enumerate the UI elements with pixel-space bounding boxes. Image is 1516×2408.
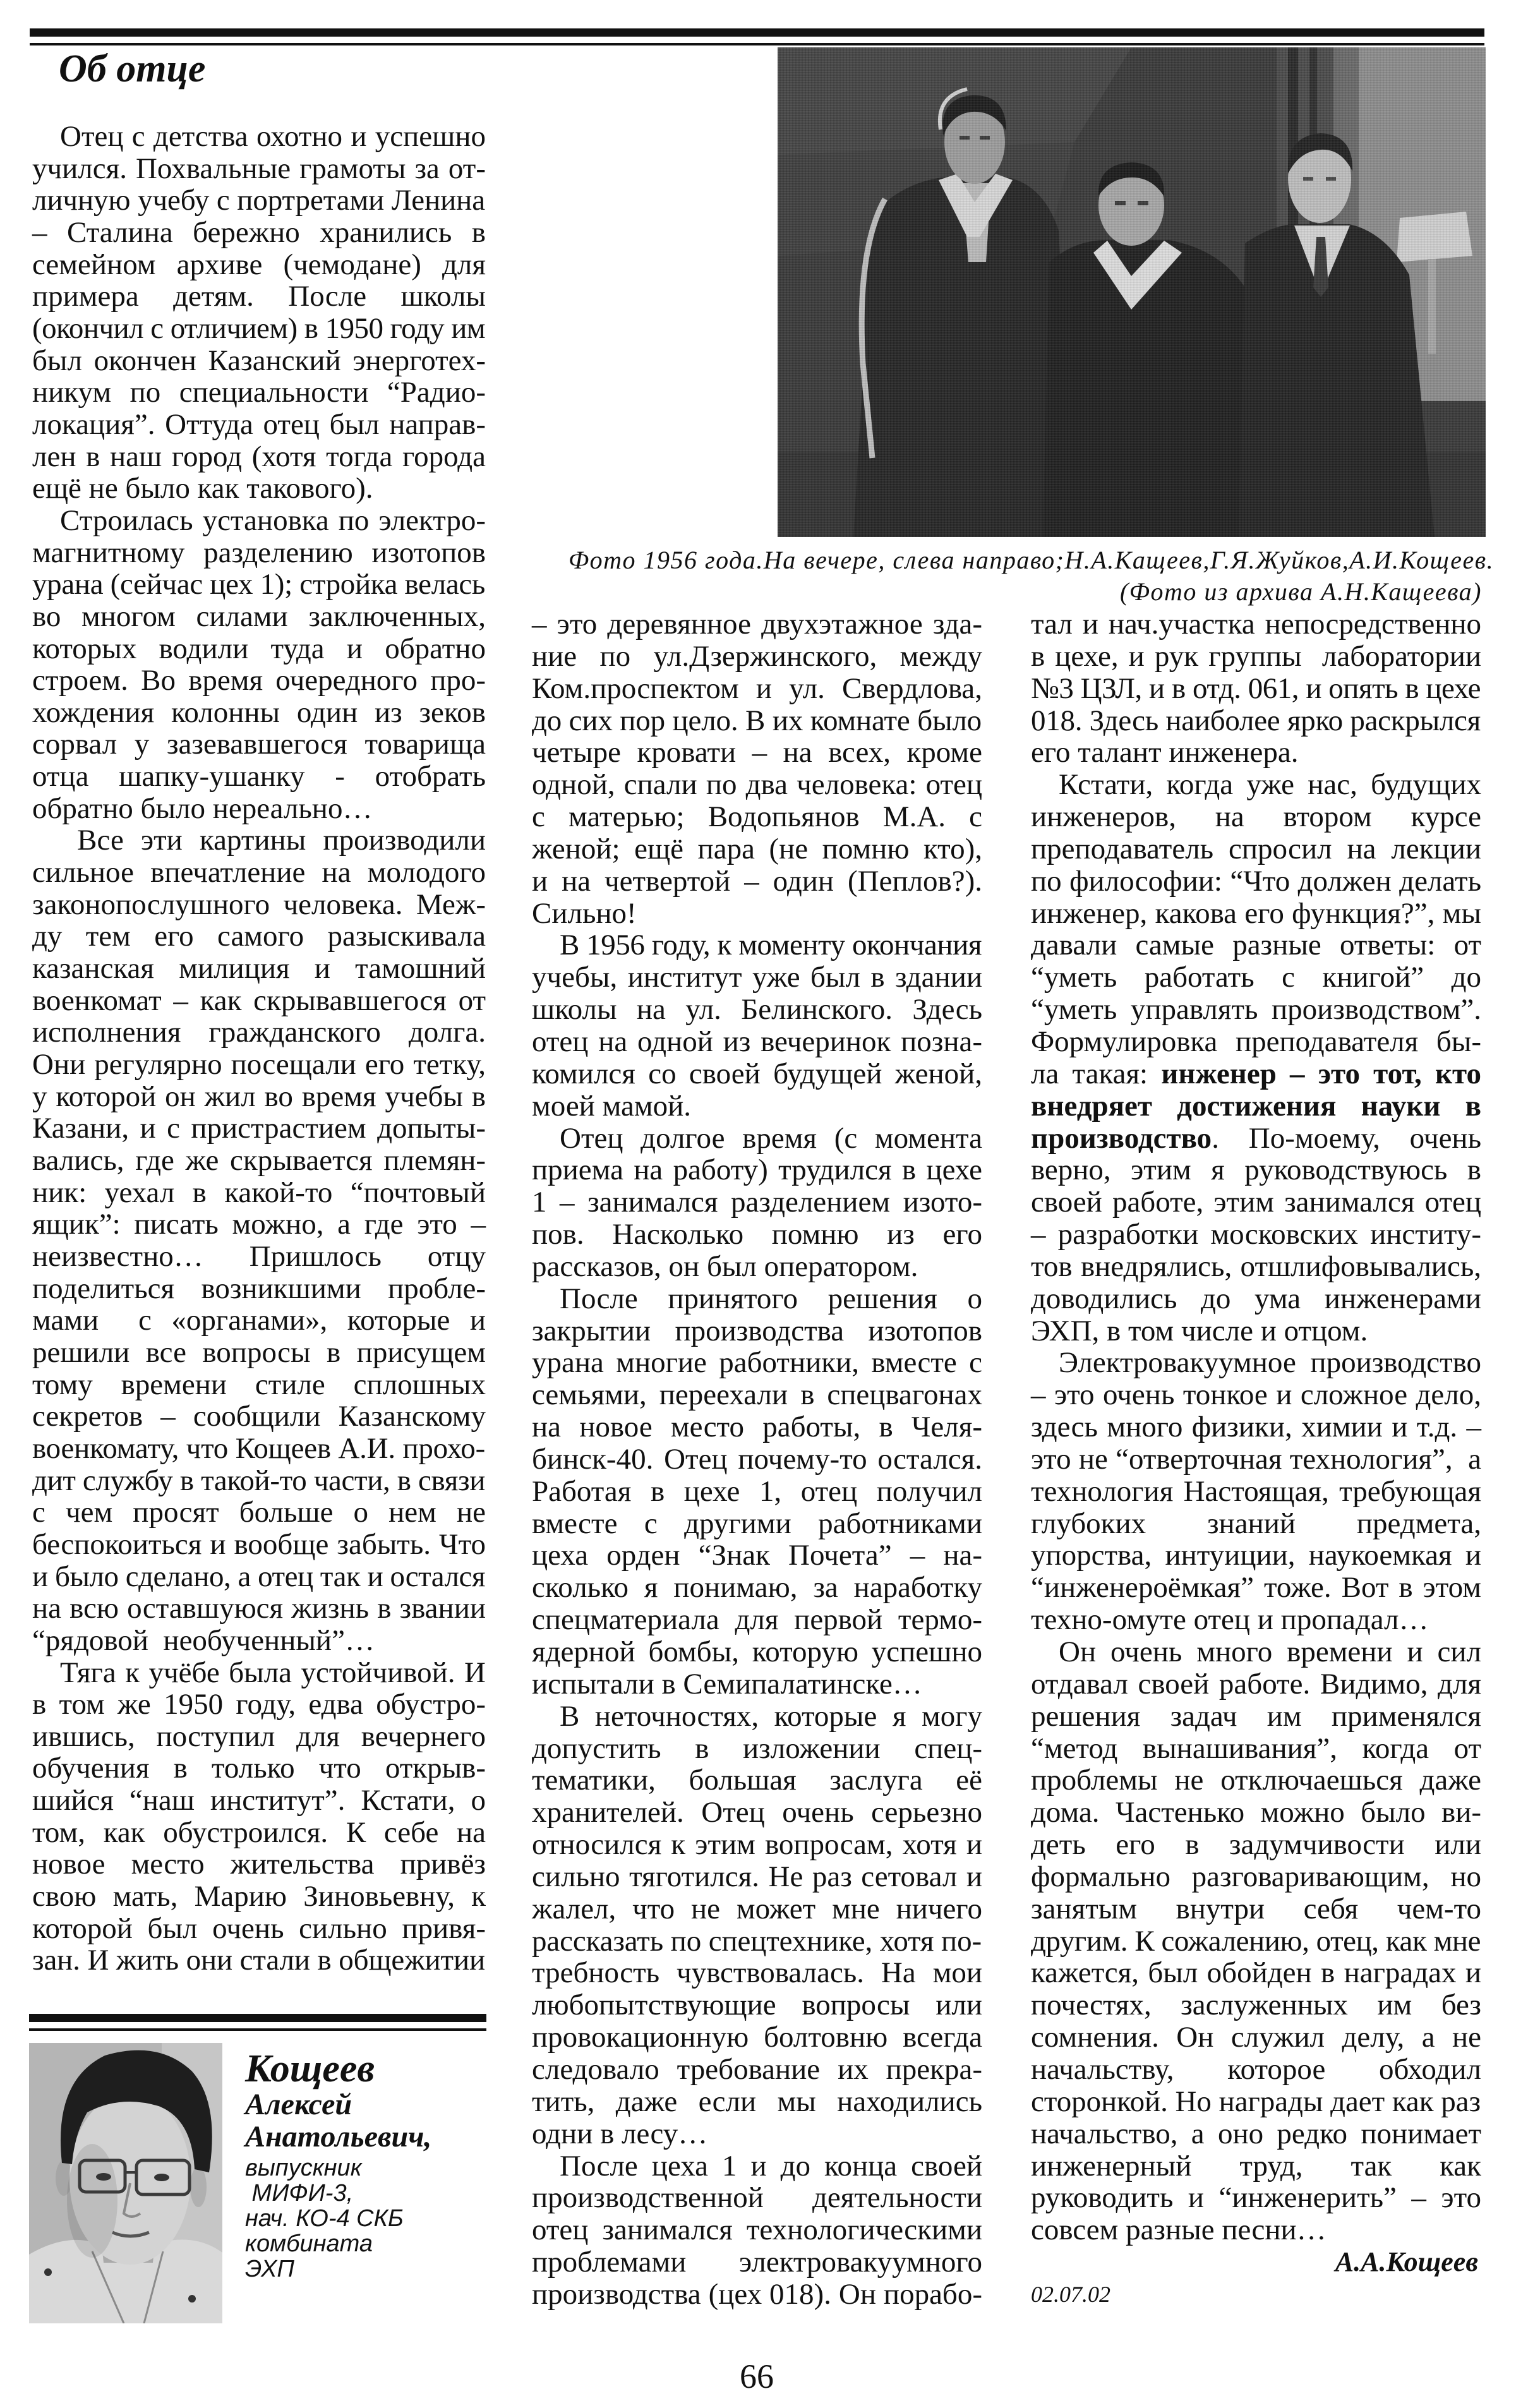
shirt-button <box>44 2268 52 2276</box>
article-column-1 <box>32 121 486 1977</box>
author-detail-line: комбината <box>245 2230 373 2257</box>
text-line: в цехе, и рук группы лаборатории <box>1031 639 1481 673</box>
text-line: После цеха 1 и до конца своей <box>560 2149 982 2182</box>
text-line: том, как обустроился. К себе на <box>32 1815 486 1849</box>
group-photo-image <box>778 47 1486 537</box>
text-line: с чем просят больше о нем не <box>32 1496 486 1529</box>
text-line: с матерью; Водопьянов М.А. с <box>532 800 982 834</box>
text-line: сорвал у зазевавшегося товарища <box>32 728 486 761</box>
author-box-rule-thick <box>29 2014 486 2022</box>
emphasized-text: внедряет достижения науки в <box>1031 1089 1481 1123</box>
text-line: и на четвертой – один (Пеплов?). <box>532 864 982 898</box>
text-line: деть его в задумчивости или <box>1031 1828 1481 1862</box>
text-line: ядерной бомбы, которую успешно <box>532 1635 982 1668</box>
paragraph <box>532 1701 983 2150</box>
author-detail-line: ЭХП <box>245 2256 294 2282</box>
text-line: “уметь работать с книгой” до <box>1031 961 1481 994</box>
text-line: Отец с детства охотно и успешно <box>60 120 486 153</box>
text-line: новое место жительства привёз <box>32 1848 486 1881</box>
text-line: верно, этим я руководствуюсь в <box>1031 1153 1481 1187</box>
eye <box>1138 201 1148 205</box>
text-line: во многом силами заключенных, <box>32 599 486 633</box>
text-line: учился. Похвальные грамоты за от- <box>32 152 486 185</box>
paragraph <box>532 2150 983 2311</box>
text-line: никум по специальности “Радио- <box>32 376 486 409</box>
text-line: совсем разные песни… <box>1031 2213 1326 2247</box>
text-line: формально разговаривающим, но <box>1031 1860 1481 1893</box>
text-line: глубоких знаний предмета, <box>1031 1507 1481 1540</box>
text-line: любопытствующие вопросы или <box>532 1989 982 2022</box>
top-rule-thick <box>30 28 1484 37</box>
paragraph <box>1031 769 1482 1347</box>
text-line: тал и нач.участка непосредственно <box>1031 608 1481 641</box>
text-line: Ком.проспектом и ул. Свердлова, <box>532 671 982 705</box>
eye <box>1115 201 1126 205</box>
text-line: “метод вынашивания”, когда от <box>1031 1731 1481 1765</box>
text-line: вместе с другими работниками <box>532 1507 982 1540</box>
text-line: доводились до ума инженерами <box>1031 1282 1481 1315</box>
text-line: обратно было нереально… <box>32 792 373 825</box>
text-line: Отец долгое время (с момента <box>560 1121 982 1155</box>
text-line: производственной деятельности <box>532 2181 982 2215</box>
text-line: это не “отверточная технология”, а <box>1031 1442 1481 1476</box>
text-line: Сильно! <box>532 896 637 930</box>
emphasized-text: инженер – это тот, кто <box>1161 1057 1482 1090</box>
text-line: свою мать, Марию Зиновьевну, к <box>32 1880 486 1913</box>
top-rule-thin <box>30 43 1484 45</box>
text-line: обучения в только что открыв- <box>32 1752 486 1785</box>
paragraph <box>532 929 983 1122</box>
ear <box>190 2167 207 2207</box>
text-line: рассказать по спецтехнике, хотя по- <box>532 1924 982 1958</box>
text-line: решения задач им применялся <box>1031 1699 1481 1733</box>
text-line: – Сталина бережно хранились в <box>32 215 486 249</box>
text-line: одни в лесу… <box>532 2117 708 2150</box>
text-line: руководить и “инженерить” – это <box>1031 2181 1481 2215</box>
text-line: отец на одной из вечеринок позна- <box>532 1025 982 1058</box>
text-line: лен в наш город (хотя тогда города <box>32 440 486 473</box>
text-line: урана многие работники, вместе с <box>532 1346 982 1380</box>
author-details <box>245 2155 404 2282</box>
text-line: начальству, которое обходил <box>1031 2052 1481 2086</box>
paragraph <box>32 505 486 825</box>
text-line: преподаватель спросил на лекции <box>1031 832 1481 865</box>
text-line: здесь много физики, химии и т.д. – <box>1031 1411 1481 1444</box>
text-line: цеха орден “Знак Почета” – на- <box>532 1539 982 1572</box>
text-line: ящик”: писать можно, а где это – <box>32 1208 486 1241</box>
text-line: – разработки московских институ- <box>1031 1218 1481 1251</box>
text-line: испытали в Семипалатинске… <box>532 1667 922 1701</box>
column-body <box>32 121 486 1977</box>
text-line: относился к этим вопросам, хотя и <box>532 1828 982 1862</box>
text-line: учебы, институт уже был в здании <box>532 961 982 994</box>
text-line: рассказов, он был оператором. <box>532 1249 918 1283</box>
text-line: ЭХП, в том числе и отцом. <box>1031 1314 1368 1347</box>
author-detail-line: МИФИ-3, <box>245 2180 354 2206</box>
text-line: женой; ещё пара (не помню кто), <box>532 832 982 865</box>
text-line: шийся “наш институт”. Кстати, о <box>32 1784 486 1817</box>
text-line: исполнения гражданского долга. <box>32 1016 486 1049</box>
suit <box>853 177 1074 537</box>
text-line: тематики, большая заслуга её <box>532 1764 982 1797</box>
photo-caption <box>568 545 1495 608</box>
text-line: на новое место работы, в Челя- <box>532 1411 982 1444</box>
author-patronymic: Анатольевич, <box>245 2120 432 2153</box>
text-line: четыре кровати – на всех, кроме <box>532 736 982 769</box>
text-line: упорства, интуиции, наукоемкая и <box>1031 1539 1481 1572</box>
text-line: сомнения. Он служил делу, а не <box>1031 2021 1481 2054</box>
text-line: инженерный труд, так как <box>1031 2149 1481 2182</box>
text-line: отдавал своей работе. Видимо, для <box>1031 1667 1481 1701</box>
paragraph <box>532 608 983 929</box>
text-line: В неточностях, которые я могу <box>560 1699 982 1733</box>
text-line: техно-омуте отец и пропадал… <box>1031 1603 1429 1637</box>
text-line: тому времени стиле сплошных <box>32 1368 486 1401</box>
text-line: и было сделано, а отец так и остался <box>32 1560 486 1593</box>
text-line: его талант инженера. <box>1031 736 1299 769</box>
text-line: по философии: “Что должен делать <box>1031 864 1481 898</box>
text-line: Кстати, когда уже нас, будущих <box>1059 768 1481 802</box>
text-line: до сих пор цело. В их комнате было <box>532 704 982 737</box>
column-body <box>532 608 983 2311</box>
author-portrait-image <box>29 2043 222 2323</box>
text-line: проблемами электровакуумного <box>532 2246 982 2279</box>
text-line: После принятого решения о <box>560 1282 982 1315</box>
text-line: тить, даже если мы находились <box>532 2085 982 2118</box>
text-line: дома. Частенько можно было ви- <box>1031 1796 1481 1829</box>
text-line: которой был очень сильно привя- <box>32 1911 486 1945</box>
text-line: у которой он жил во время учебы в <box>32 1080 486 1113</box>
text-line: одной, спали по два человека: отец <box>532 768 982 802</box>
text-line: ние по ул.Дзержинского, между <box>532 639 982 673</box>
eye <box>1303 177 1313 181</box>
text-line: хранителей. Отец очень серьезно <box>532 1796 982 1829</box>
text-line: закрытии производства изотопов <box>532 1314 982 1347</box>
text-line: №3 ЦЗЛ, и в отд. 061, и опять в цехе <box>1031 671 1481 705</box>
text-line: магнитному разделению изотопов <box>32 536 486 569</box>
lamp-stand <box>1428 259 1436 354</box>
text-line <box>1031 1123 1482 1155</box>
paragraph <box>1031 608 1482 769</box>
text-line: личную учебу с портретами Ленина <box>32 184 485 217</box>
text-line: локация”. Оттуда отец был направ- <box>32 407 486 441</box>
author-box-rule-thin <box>29 2028 486 2031</box>
paragraph <box>32 1657 486 1977</box>
lamp-shade <box>1397 212 1472 262</box>
text-line: требность чувствовалась. На мои <box>532 1956 982 1990</box>
text-line: – это деревянное двухэтажное зда- <box>532 608 982 641</box>
text-line: “инженероёмкая” тоже. Вот в этом <box>1031 1571 1481 1604</box>
photo-caption-source: (Фото из архива А.Н.Кащеева) <box>1119 577 1482 606</box>
text-line: в том же 1950 году, едва обустро- <box>32 1688 486 1721</box>
text-line: “рядовой необученный”… <box>32 1623 375 1657</box>
article-column-3 <box>1031 608 1482 2311</box>
text-line: был окончен Казанский энерготех- <box>32 344 486 377</box>
text-line: Электровакуумное производство <box>1059 1346 1481 1380</box>
text-line: ду тем его самого разыскивала <box>32 920 486 953</box>
text-line: следовало требование их прекра- <box>532 2052 982 2086</box>
text-line: дит службу в такой-то части, в связи <box>32 1464 486 1497</box>
text-line: инженер, какова его функция?”, мы <box>1031 896 1481 930</box>
text-line: Они регулярно посещали его тетку, <box>32 1048 486 1081</box>
text-line <box>1031 1090 1482 1123</box>
text-line: проблемы не отключаешься даже <box>1031 1764 1481 1797</box>
text-line: поделиться возникшими пробле- <box>32 1272 486 1305</box>
text-line: тов внедрялись, отшлифовывались, <box>1031 1249 1481 1283</box>
text-line: своей работе, этим занимался отец <box>1031 1186 1481 1219</box>
eye <box>980 136 990 140</box>
author-signature: А.А.Кощеев <box>1335 2246 1478 2278</box>
paragraph <box>532 1123 983 1283</box>
text-line: урана (сейчас цех 1); стройка велась <box>32 568 486 601</box>
text-line: “уметь управлять производством”. <box>1031 993 1481 1026</box>
eye <box>1326 177 1336 181</box>
article-column-2 <box>532 608 983 2311</box>
text-line: вались, где же скрывается племян- <box>32 1144 486 1177</box>
text-line: примера детям. После школы <box>32 280 486 313</box>
text-line: почестях, заслуженных им без <box>1031 1989 1481 2022</box>
text-line: технология Настоящая, требующая <box>1031 1474 1481 1508</box>
text-line: (окончил с отличием) в 1950 году им <box>32 311 486 345</box>
emphasized-text: производство <box>1031 1121 1212 1155</box>
eye <box>960 136 970 140</box>
paragraph <box>32 824 486 1656</box>
text-line: на всю оставшуюся жизнь в звании <box>32 1592 486 1625</box>
text-line: Формулировка преподавателя бы- <box>1031 1025 1481 1058</box>
text-line: давали самые разные ответы: от <box>1031 929 1481 962</box>
text-line: Казани, и с пристрастием допыты- <box>32 1112 486 1145</box>
text-line: военкомат – как скрывавшегося от <box>32 984 486 1017</box>
text-line: казанская милиция и тамошний <box>32 952 486 985</box>
text-line: сторонкой. Но награды дает как раз <box>1031 2085 1481 2118</box>
shirt-button <box>188 2295 196 2303</box>
text-line: зан. И жить они стали в общежитии <box>32 1944 485 1977</box>
text-line: семьями, переехали в спецвагонах <box>532 1378 982 1412</box>
text-line: приема на работу) трудился в цехе <box>532 1153 982 1187</box>
text-line: мами с «органами», которые и <box>32 1304 486 1337</box>
author-first-name: Алексей <box>245 2088 352 2121</box>
text-line: строем. Во время очередного про- <box>32 664 486 697</box>
text-line: другим. К сожалению, отец, как мне <box>1031 1924 1481 1958</box>
text-line: Тяга к учёбе была устойчивой. И <box>60 1656 486 1689</box>
eye <box>154 2174 169 2181</box>
text-line: сколько я понимаю, за наработку <box>532 1571 982 1604</box>
author-surname: Кощеев <box>245 2047 375 2090</box>
text-line: секретов – сообщили Казанскому <box>32 1400 486 1433</box>
text-line: Строилась установка по электро- <box>60 503 486 537</box>
text-line: сильно тяготился. Не раз сетовал и <box>532 1860 982 1893</box>
text-line: Он очень много времени и сил <box>1059 1635 1481 1668</box>
text-line: моей мамой. <box>532 1089 692 1123</box>
paragraph <box>532 1283 983 1701</box>
text-line: производства (цех 018). Он порабо- <box>532 2277 982 2311</box>
text-line: сильное впечатление на молодого <box>32 856 486 889</box>
text-line: школы на ул. Белинского. Здесь <box>532 993 982 1026</box>
group-photo <box>778 47 1486 537</box>
article-date: 02.07.02 <box>1031 2281 1110 2307</box>
article-title: Об отце <box>59 47 206 90</box>
text-line: законопослушного человека. Меж- <box>32 888 486 921</box>
text-line: пов. Насколько помню из его <box>532 1218 982 1251</box>
text-line: отец занимался технологическими <box>532 2213 982 2247</box>
text-line: неизвестно… Пришлось отцу <box>32 1239 486 1273</box>
text-line: Работая в цехе 1, отец получил <box>532 1474 982 1508</box>
text-line: спецматериала для первой термо- <box>532 1603 982 1637</box>
author-portrait <box>29 2043 222 2323</box>
text-segment: . По-моему, очень <box>1212 1121 1482 1155</box>
paragraph <box>32 121 486 505</box>
text-line: начальство, а оно редко понимает <box>1031 2117 1481 2150</box>
text-line: отца шапку-ушанку - отобрать <box>32 760 486 793</box>
text-line: жалел, что не может мне ничего <box>532 1892 982 1925</box>
eye <box>96 2173 111 2181</box>
text-line: бинск-40. Отец почему-то остался. <box>532 1442 982 1476</box>
text-line: кажется, был обойден в наградах и <box>1031 1956 1481 1990</box>
text-line: – это очень тонкое и сложное дело, <box>1031 1378 1481 1412</box>
text-line: инженеров, на втором курсе <box>1031 800 1481 834</box>
text-line: Все эти картины производили <box>60 824 486 857</box>
author-detail-line: выпускник <box>245 2155 362 2181</box>
text-line: комился со своей будущей женой, <box>532 1057 982 1090</box>
text-line: решили все вопросы в присущем <box>32 1335 486 1369</box>
column-body <box>1031 608 1482 2246</box>
paragraph <box>1031 1636 1482 2246</box>
text-line: хождения колонны один из зеков <box>32 695 486 729</box>
text-line: 018. Здесь наиболее ярко раскрылся <box>1031 704 1481 737</box>
text-line: ещё не было как такового). <box>32 472 373 505</box>
text-line: занятым внутри себя чем-то <box>1031 1892 1481 1925</box>
author-detail-line: нач. КО-4 СКБ <box>245 2205 404 2232</box>
text-line <box>1031 1058 1482 1090</box>
text-segment: ла такая: <box>1031 1057 1162 1090</box>
text-line: военкомату, что Кощеев А.И. прохо- <box>32 1431 486 1465</box>
page-number: 66 <box>740 2357 774 2395</box>
suit <box>1239 224 1435 537</box>
text-line: В 1956 году, к моменту окончания <box>560 929 982 962</box>
text-line: провокационную болтовню всегда <box>532 2021 982 2054</box>
photo-caption-line: Фото 1956 года.На вечере, слева направо;Н.А.Кащеев,Г.Я.Жуйков,А.И.Кощеев. <box>568 546 1495 574</box>
text-line: ившись, поступил для вечернего <box>32 1719 486 1753</box>
text-line: которых водили туда и обратно <box>32 632 486 665</box>
text-line: ник: уехал в какой-то “почтовый <box>32 1176 486 1209</box>
text-line: беспокоиться и вообще забыть. Что <box>32 1527 486 1561</box>
text-line: 1 – занимался разделением изото- <box>532 1186 982 1219</box>
paragraph <box>1031 1347 1482 1636</box>
text-line: допустить в изложении спец- <box>532 1731 982 1765</box>
text-line: семейном архиве (чемодане) для <box>32 248 486 281</box>
